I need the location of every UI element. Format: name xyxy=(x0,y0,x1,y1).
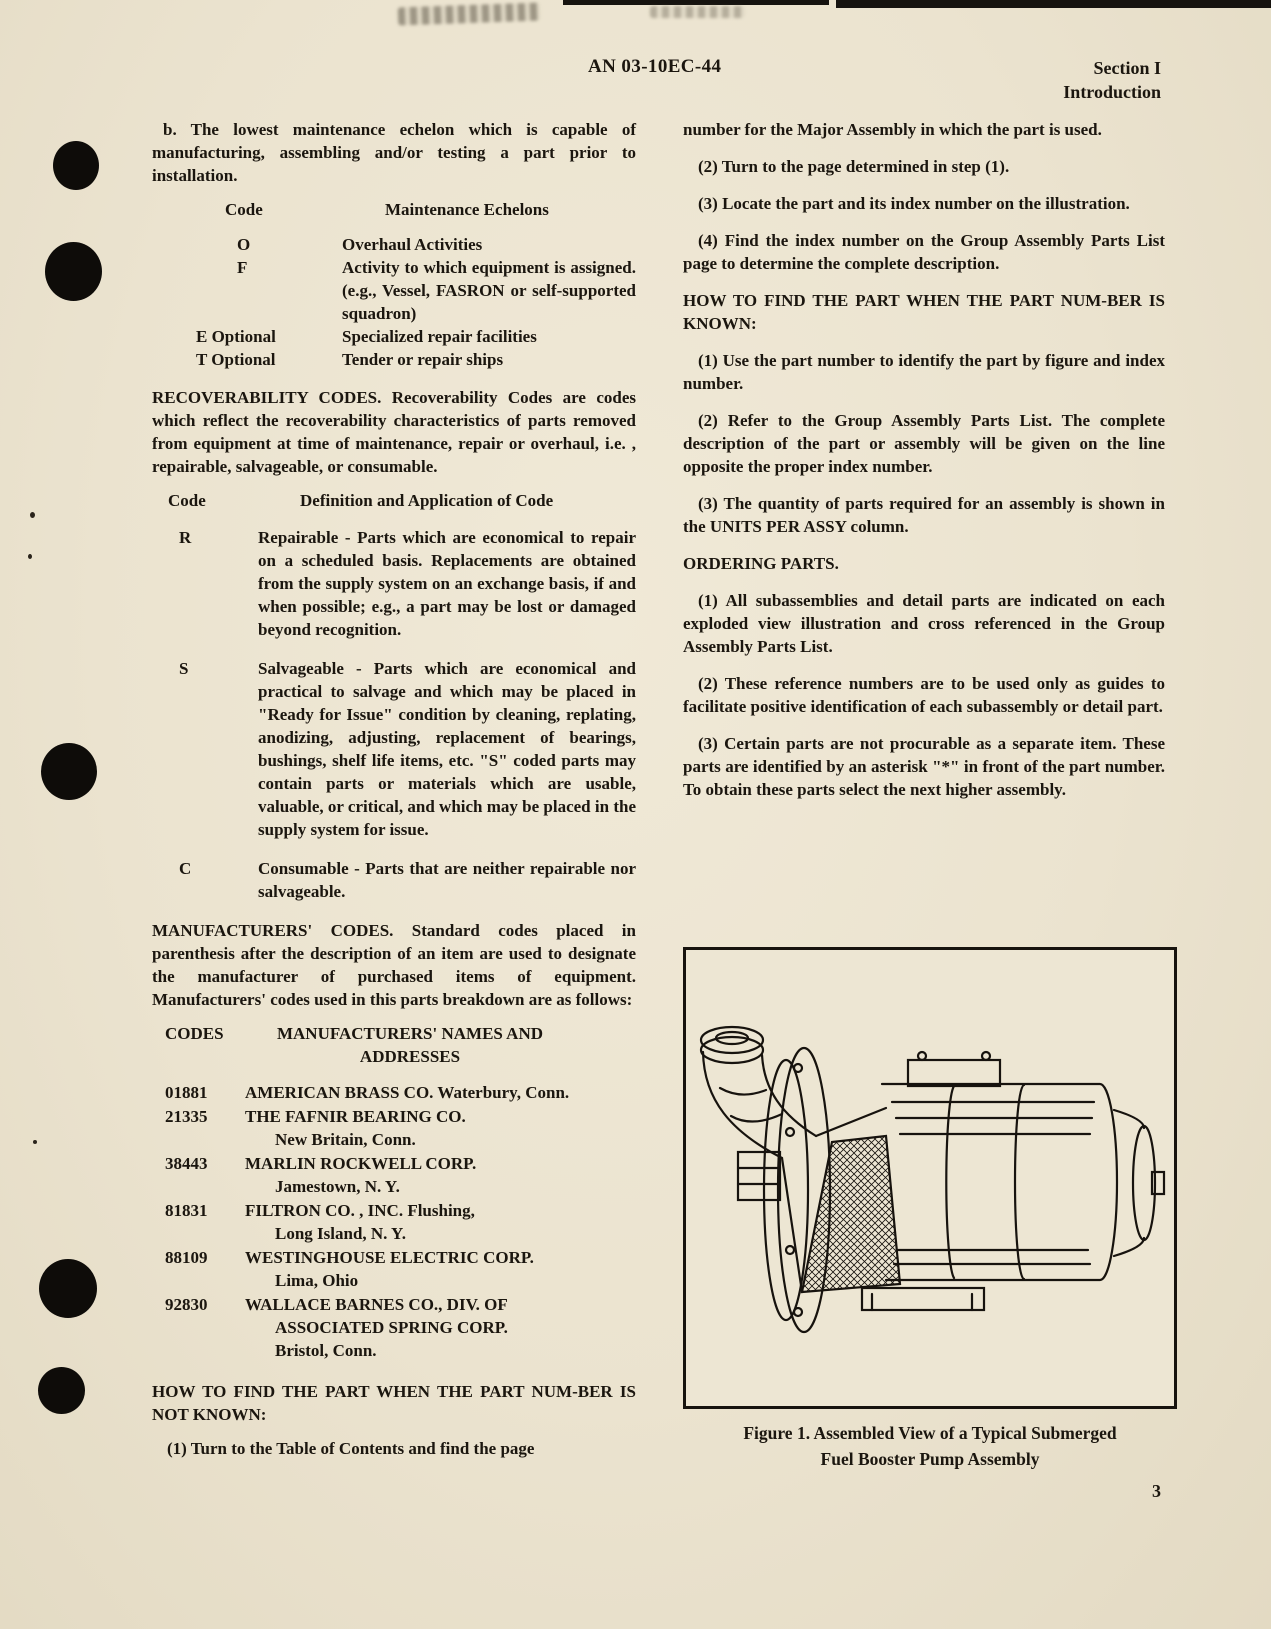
caption-line-1: Figure 1. Assembled View of a Typical Submerged xyxy=(743,1423,1117,1443)
punch-hole-mark xyxy=(39,1259,97,1318)
page-number: 3 xyxy=(1152,1481,1161,1501)
punch-hole-mark xyxy=(53,141,99,190)
heading-how-to-find-part-number-not-known: HOW TO FIND THE PART WHEN THE PART NUM-BER IS NOT KNOWN: xyxy=(152,1382,636,1424)
table-row: F Activity to which equipment is assigned. (e.g., Vessel, FASRON or self-supported squadron) xyxy=(237,258,636,323)
step-2-known: (2) Refer to the Group Assembly Parts List. The complete description of the part or assembly will be given on the line opposite the proper index number. xyxy=(683,411,1165,476)
step-1-not-known: (1) Turn to the Table of Contents and find the page xyxy=(167,1439,535,1458)
punch-hole-mark xyxy=(45,242,102,301)
ink-speck xyxy=(33,1140,37,1144)
figure-1-caption xyxy=(683,1420,1177,1472)
step-3-known: (3) The quantity of parts required for an assembly is shown in the UNITS PER ASSY column. xyxy=(683,494,1165,536)
column-header-code: Code xyxy=(168,491,206,510)
ink-speck xyxy=(28,554,32,559)
table-row: O Overhaul Activities xyxy=(237,235,483,254)
ordering-step-1: (1) All subassemblies and detail parts are indicated on each exploded view illustration and cross referenced in the Group Assembly Parts List. xyxy=(683,591,1165,656)
ink-speck xyxy=(30,512,35,518)
paragraph-recoverability-codes: RECOVERABILITY CODES. Recoverability Codes are codes which reflect the recoverability characteristics of parts removed from equipment at time of maintenance, repair or overhaul, i.e. , repairable, salvageable, or consumable. xyxy=(152,388,636,476)
column-header-names: MANUFACTURERS' NAMES AND ADDRESSES xyxy=(276,1024,544,1066)
punch-hole-mark xyxy=(41,743,97,800)
table-row: 21335 THE FAFNIR BEARING CO. New Britain, Conn. xyxy=(165,1107,466,1149)
table-row: 38443 MARLIN ROCKWELL CORP. Jamestown, N. Y. xyxy=(165,1154,477,1196)
table-row: S Salvageable - Parts which are economical and practical to salvage and which may be placed in "Ready for Issue" condition by cleaning, replating, anodizing, adjusting, replacement of bearings, bushings, shelf life items, etc. "S" coded parts may contain parts or materials which are usable, valuable, or critical, and which may be placed in the supply system for issue. xyxy=(179,659,636,839)
ordering-step-3: (3) Certain parts are not procurable as a separate item. These parts are identified by an asterisk "*" in front of the part number. To obtain these parts select the next higher assembly. xyxy=(683,734,1165,799)
table-row: C Consumable - Parts that are neither repairable nor salvageable. xyxy=(179,859,636,901)
table-row: R Repairable - Parts which are economical to repair on a scheduled basis. Replacements are obtained from the supply system on an exchange basis, if and when possible; e.g., a part may be lost or damaged beyond recognition. xyxy=(179,528,636,639)
ordering-step-2: (2) These reference numbers are to be used only as guides to facilitate positive identification of each subassembly or detail part. xyxy=(683,674,1165,716)
punch-hole-mark xyxy=(38,1367,85,1414)
right-column xyxy=(683,118,1165,815)
smudge-stamp xyxy=(650,6,745,18)
paragraph-manufacturers-codes: MANUFACTURERS' CODES. Standard codes placed in parenthesis after the description of an item are used to designate the manufacturer of purchased items of equipment. Manufacturers' codes used in this parts breakdown are as follows: xyxy=(152,921,636,1009)
paragraph-continuation: number for the Major Assembly in which the part is used. xyxy=(683,120,1102,139)
paragraph-maintenance-echelon: b. The lowest maintenance echelon which is capable of manufacturing, assembling and/or testing a part prior to installation. xyxy=(152,120,636,185)
column-header-definition: Definition and Application of Code xyxy=(300,491,554,510)
scan-edge-mark xyxy=(563,0,829,5)
fuel-booster-pump-illustration xyxy=(686,950,1174,1406)
table-row: 88109 WESTINGHOUSE ELECTRIC CORP. Lima, Ohio xyxy=(165,1248,534,1290)
table-row: E Optional Specialized repair facilities xyxy=(196,327,537,346)
table-row: 01881 AMERICAN BRASS CO. Waterbury, Conn. xyxy=(165,1083,570,1102)
step-2-not-known: (2) Turn to the page determined in step (1). xyxy=(698,157,1010,176)
table-row: T Optional Tender or repair ships xyxy=(196,350,504,369)
table-row: 81831 FILTRON CO. , INC. Flushing, Long Island, N. Y. xyxy=(165,1201,475,1243)
figure-1-frame xyxy=(683,947,1177,1409)
subsection-label: Introduction xyxy=(1063,82,1161,102)
recoverability-code-table xyxy=(152,489,636,903)
left-column xyxy=(152,118,636,1471)
caption-line-2: Fuel Booster Pump Assembly xyxy=(820,1449,1040,1469)
manufacturers-code-table xyxy=(152,1022,636,1362)
maintenance-echelon-table xyxy=(152,198,636,371)
section-label: Section I xyxy=(1093,58,1161,78)
heading-ordering-parts: ORDERING PARTS. xyxy=(683,554,839,573)
column-header-codes: CODES xyxy=(165,1024,224,1043)
column-header-code: Code xyxy=(225,200,263,219)
heading-how-to-find-part-number-known: HOW TO FIND THE PART WHEN THE PART NUM-BER IS KNOWN: xyxy=(683,291,1165,333)
step-3-not-known: (3) Locate the part and its index number on the illustration. xyxy=(698,194,1130,213)
column-header-echelons: Maintenance Echelons xyxy=(385,200,549,219)
document-number: AN 03-10EC-44 xyxy=(588,56,722,77)
step-4-not-known: (4) Find the index number on the Group Assembly Parts List page to determine the complete description. xyxy=(683,231,1165,273)
step-1-known: (1) Use the part number to identify the part by figure and index number. xyxy=(683,351,1165,393)
table-row: 92830 WALLACE BARNES CO., DIV. OF ASSOCIATED SPRING CORP. Bristol, Conn. xyxy=(165,1295,508,1360)
smudge-stamp xyxy=(398,3,541,26)
scan-edge-mark xyxy=(836,0,1271,8)
section-heading xyxy=(960,56,1161,104)
